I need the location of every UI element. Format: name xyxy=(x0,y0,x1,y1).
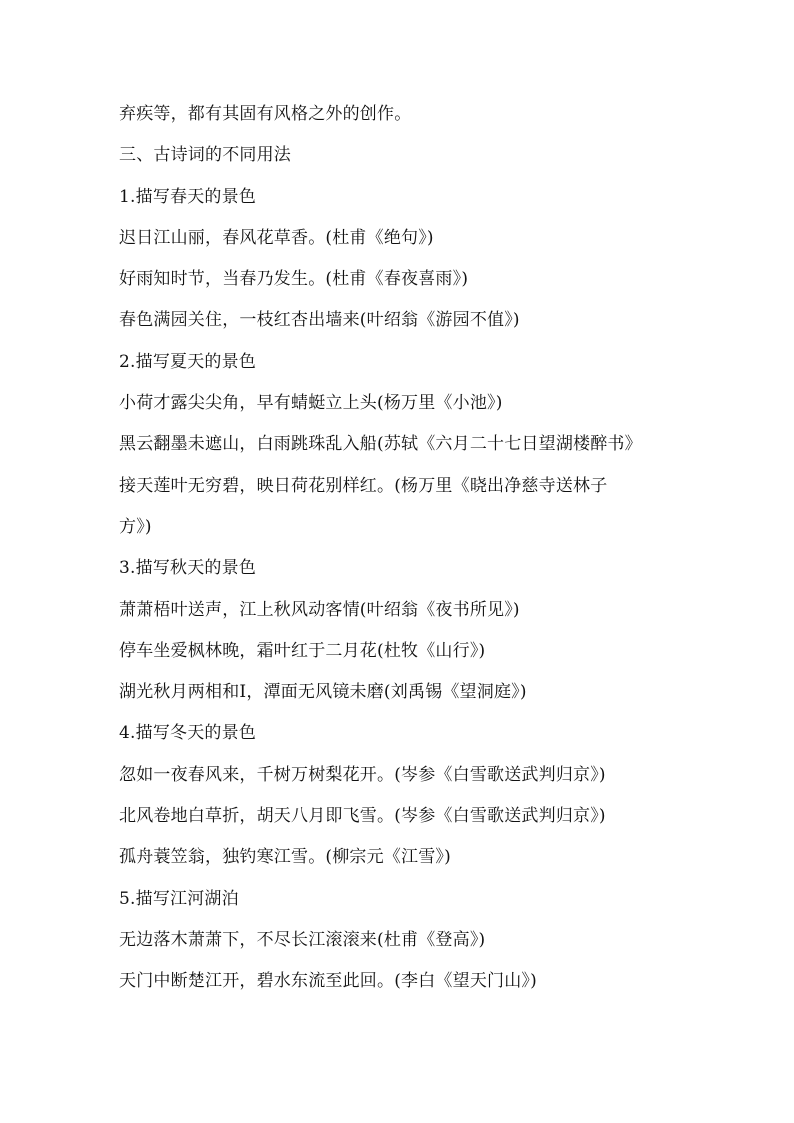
poem-line: 好雨知时节，当春乃发生。(杜甫《春夜喜雨》) xyxy=(119,269,469,290)
poem-line: 北风卷地白草折，胡天八月即飞雪。(岑参《白雪歌送武判归京》) xyxy=(119,806,606,827)
poem-line-continuation: 方》) xyxy=(119,516,152,537)
poem-line: 小荷才露尖尖角，早有蜻蜓立上头(杨万里《小池》) xyxy=(119,393,503,414)
section-heading: 三、古诗词的不同用法 xyxy=(119,145,291,166)
poem-line: 接天莲叶无穷碧，映日荷花别样红。(杨万里《晓出净慈寺送林子 xyxy=(119,475,608,496)
poem-line: 湖光秋月两相和I，潭面无风镜未磨(刘禹锡《望洞庭》) xyxy=(119,682,527,703)
poem-line: 萧萧梧叶送声，江上秋风动客情(叶绍翁《夜书所见》) xyxy=(119,599,520,620)
paragraph-continuation: 弃疾等，都有其固有风格之外的创作。 xyxy=(119,104,412,124)
subheading-autumn: 3.描写秋天的景色 xyxy=(119,558,257,579)
document-body xyxy=(119,104,684,1013)
poem-line: 无边落木萧萧下，不尽长江滚滚来(杜甫《登高》) xyxy=(119,929,486,950)
poem-line: 迟日江山丽，春风花草香。(杜甫《绝句》) xyxy=(119,227,434,248)
poem-line: 忽如一夜春风来，千树万树梨花开。(岑参《白雪歌送武判归京》) xyxy=(119,764,606,785)
poem-line: 春色满园关住，一枝红杏出墙来(叶绍翁《游园不值》) xyxy=(119,310,520,331)
subheading-rivers-lakes: 5.描写江河湖泊 xyxy=(119,888,239,909)
poem-line: 孤舟蓑笠翁，独钓寒江雪。(柳宗元《江雪》) xyxy=(119,847,451,868)
subheading-spring: 1.描写春天的景色 xyxy=(119,186,257,207)
poem-line: 停车坐爱枫林晚，霜叶红于二月花(杜牧《山行》) xyxy=(119,640,486,661)
subheading-summer: 2.描写夏天的景色 xyxy=(119,351,257,372)
poem-line: 黑云翻墨未遮山，白雨跳珠乱入船(苏轼《六月二十七日望湖楼醉书》 xyxy=(119,434,642,455)
subheading-winter: 4.描写冬天的景色 xyxy=(119,723,257,744)
poem-line: 天门中断楚江开，碧水东流至此回。(李白《望天门山》) xyxy=(119,971,537,992)
